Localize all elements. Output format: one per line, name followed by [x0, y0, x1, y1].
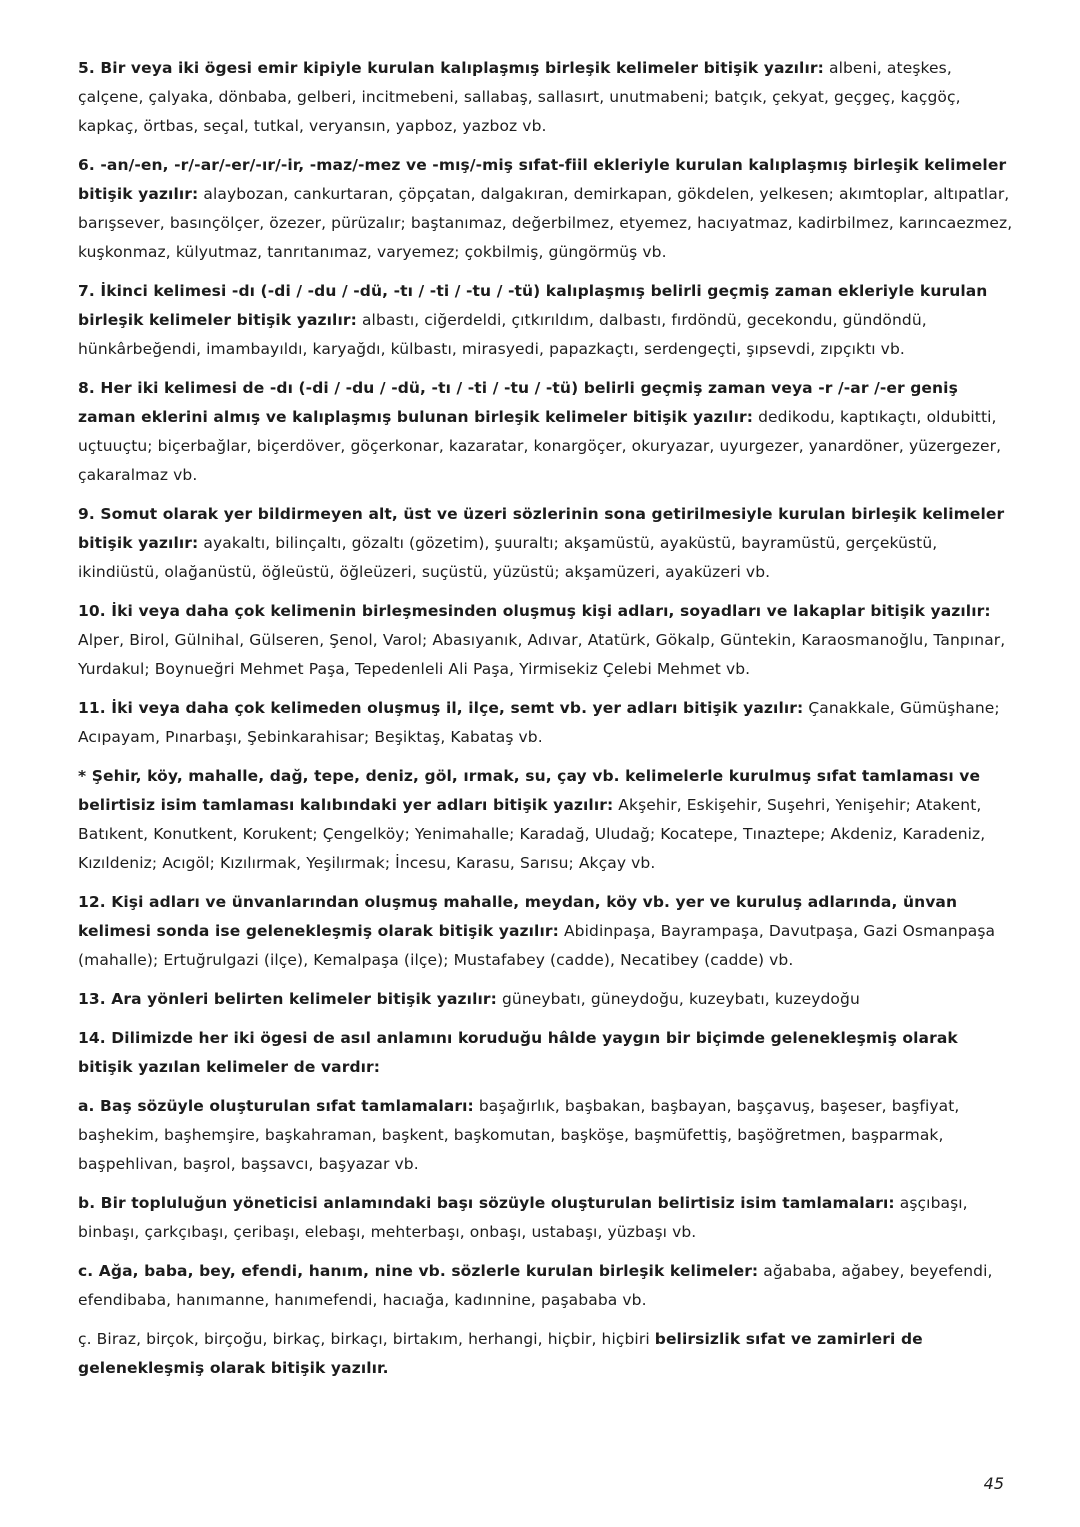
rule-examples: dedikodu, kaptıkaçtı, oldubitti, uçtuuçtu; biçerbağlar, biçerdöver, göçerkonar, kazaratar, konargöçer, okuryazar, uyurgezer, yanardöner, yüzergezer, çakaralmaz vb.	[78, 408, 1002, 484]
rule-paragraph-9	[78, 500, 1013, 587]
rule-paragraph-14b	[78, 1189, 1013, 1247]
rule-heading: 11. İki veya daha çok kelimeden oluşmuş il, ilçe, semt vb. yer adları bitişik yazılır:	[78, 699, 804, 717]
rule-heading: 5. Bir veya iki ögesi emir kipiyle kurulan kalıplaşmış birleşik kelimeler bitişik yazılır:	[78, 59, 824, 77]
rule-heading: c. Ağa, baba, bey, efendi, hanım, nine vb. sözlerle kurulan birleşik kelimeler:	[78, 1262, 759, 1280]
rule-examples: ayakaltı, bilinçaltı, gözaltı (gözetim), şuuraltı; akşamüstü, ayaküstü, bayramüstü, gerçeküstü, ikindiüstü, olağanüstü, öğleüstü, öğleüzeri, suçüstü, yüzüstü; akşamüzeri, ayaküzeri vb.	[78, 534, 938, 581]
document-page	[78, 54, 1013, 1393]
rule-heading: 9. Somut olarak yer bildirmeyen alt, üst ve üzeri sözlerinin sona getirilmesiyle kurulan birleşik kelimeler bitişik yazılır:	[78, 505, 1005, 552]
rule-paragraph-5	[78, 54, 1013, 141]
rule-examples: başağırlık, başbakan, başbayan, başçavuş, başeser, başfiyat, başhekim, başhemşire, başkahraman, başkent, başkomutan, başköşe, başmüfettiş, başöğretmen, başparmak, başpehlivan, başrol, başsavcı, başyazar vb.	[78, 1097, 960, 1173]
rule-examples: Abidinpaşa, Bayrampaşa, Davutpaşa, Gazi Osmanpaşa (mahalle); Ertuğrulgazi (ilçe), Kemalpaşa (ilçe); Mustafabey (cadde), Necatibey (cadde) vb.	[78, 922, 996, 969]
rule-paragraph-14	[78, 1024, 1013, 1082]
rule-examples: Akşehir, Eskişehir, Suşehri, Yenişehir; Atakent, Batıkent, Konutkent, Korukent; Çengelköy; Yenimahalle; Karadağ, Uludağ; Kocatepe, Tınaztepe; Akdeniz, Karadeniz, Kızıldeniz; Acıgöl; Kızılırmak, Yeşilırmak; İncesu, Karasu, Sarısu; Akçay vb.	[78, 796, 986, 872]
page-number: 45	[983, 1474, 1004, 1493]
rule-examples: ç. Biraz, birçok, birçoğu, birkaç, birkaçı, birtakım, herhangi, hiçbir, hiçbiri	[78, 1330, 655, 1348]
rule-examples: albeni, ateşkes, çalçene, çalyaka, dönbaba, gelberi, incitmebeni, sallabaş, sallasırt, unutmabeni; batçık, çekyat, geçgeç, kaçgöç, kapkaç, örtbas, seçal, tutkal, veryansın, yapboz, yazboz vb.	[78, 59, 961, 135]
rule-heading: 14. Dilimizde her iki ögesi de asıl anlamını koruduğu hâlde yaygın bir biçimde gelenekleşmiş olarak bitişik yazılan kelimeler de vardır:	[78, 1029, 958, 1076]
rule-paragraph-12	[78, 888, 1013, 975]
rule-paragraph-14c-cedilla	[78, 1325, 1013, 1383]
rule-examples: ağababa, ağabey, beyefendi, efendibaba, hanımanne, hanımefendi, hacıağa, kadınnine, paşababa vb.	[78, 1262, 993, 1309]
rule-heading: b. Bir topluluğun yöneticisi anlamındaki başı sözüyle oluşturulan belirtisiz isim tamlamaları:	[78, 1194, 895, 1212]
rule-paragraph-6	[78, 151, 1013, 267]
rule-paragraph-8	[78, 374, 1013, 490]
rule-examples: güneybatı, güneydoğu, kuzeybatı, kuzeydoğu	[496, 990, 860, 1008]
rule-heading: * Şehir, köy, mahalle, dağ, tepe, deniz, göl, ırmak, su, çay vb. kelimelerle kurulmuş sıfat tamlaması ve belirtisiz isim tamlaması kalıbındaki yer adları bitişik yazılır:	[78, 767, 981, 814]
rule-heading: 13. Ara yönleri belirten kelimeler bitişik yazılır:	[78, 990, 497, 1008]
rule-heading: 12. Kişi adları ve ünvanlarından oluşmuş mahalle, meydan, köy vb. yer ve kuruluş adlarında, ünvan kelimesi sonda ise gelenekleşmiş olarak bitişik yazılır:	[78, 893, 958, 940]
rule-heading: 6. -an/-en, -r/-ar/-er/-ır/-ir, -maz/-mez ve -mış/-miş sıfat-fiil ekleriyle kurulan kalıplaşmış birleşik kelimeler bitişik yazılır:	[78, 156, 1007, 203]
rule-paragraph-7	[78, 277, 1013, 364]
rule-examples: Alper, Birol, Gülnihal, Gülseren, Şenol, Varol; Abasıyanık, Adıvar, Atatürk, Gökalp, Güntekin, Karaosmanoğlu, Tanpınar, Yurdakul; Boynueğri Mehmet Paşa, Tepedenleli Ali Paşa, Yirmisekiz Çelebi Mehmet vb.	[78, 631, 1006, 678]
rule-heading: 7. İkinci kelimesi -dı (-di / -du / -dü, -tı / -ti / -tu / -tü) kalıplaşmış belirli geçmiş zaman ekleriyle kurulan birleşik kelimeler bitişik yazılır:	[78, 282, 988, 329]
rule-paragraph-14c	[78, 1257, 1013, 1315]
rule-paragraph-10	[78, 597, 1013, 684]
rule-examples: albastı, ciğerdeldi, çıtkırıldım, dalbastı, fırdöndü, gecekondu, gündöndü, hünkârbeğendi, imambayıldı, karyağdı, külbastı, mirasyedi, papazkaçtı, serdengeçti, şıpsevdi, zıpçıktı vb.	[78, 311, 927, 358]
rule-heading: 10. İki veya daha çok kelimenin birleşmesinden oluşmuş kişi adları, soyadları ve lakaplar bitişik yazılır:	[78, 602, 991, 620]
rule-heading: 8. Her iki kelimesi de -dı (-di / -du / -dü, -tı / -ti / -tu / -tü) belirli geçmiş zaman veya -r /-ar /-er geniş zaman eklerini almış ve kalıplaşmış bulunan birleşik kelimeler bitişik yazılır:	[78, 379, 958, 426]
rule-examples: alaybozan, cankurtaran, çöpçatan, dalgakıran, demirkapan, gökdelen, yelkesen; akımtoplar, altıpatlar, barışsever, basınçölçer, özezer, pürüzalır; baştanımaz, değerbilmez, etyemez, hacıyatmaz, kadirbilmez, karıncaezmez, kuşkonmaz, külyutmaz, tanrıtanımaz, varyemez; çokbilmiş, güngörmüş vb.	[78, 185, 1013, 261]
rule-paragraph-13	[78, 985, 1013, 1014]
rule-paragraph-14a	[78, 1092, 1013, 1179]
rule-examples: aşçıbaşı, binbaşı, çarkçıbaşı, çeribaşı, elebaşı, mehterbaşı, onbaşı, ustabaşı, yüzbaşı vb.	[78, 1194, 968, 1241]
rule-examples: Çanakkale, Gümüşhane; Acıpayam, Pınarbaşı, Şebinkarahisar; Beşiktaş, Kabataş vb.	[78, 699, 1000, 746]
rule-heading: a. Baş sözüyle oluşturulan sıfat tamlamaları:	[78, 1097, 474, 1115]
rule-paragraph-11	[78, 694, 1013, 752]
rule-heading: belirsizlik sıfat ve zamirleri de gelenekleşmiş olarak bitişik yazılır.	[78, 1330, 923, 1377]
rule-note-place-names	[78, 762, 1013, 878]
